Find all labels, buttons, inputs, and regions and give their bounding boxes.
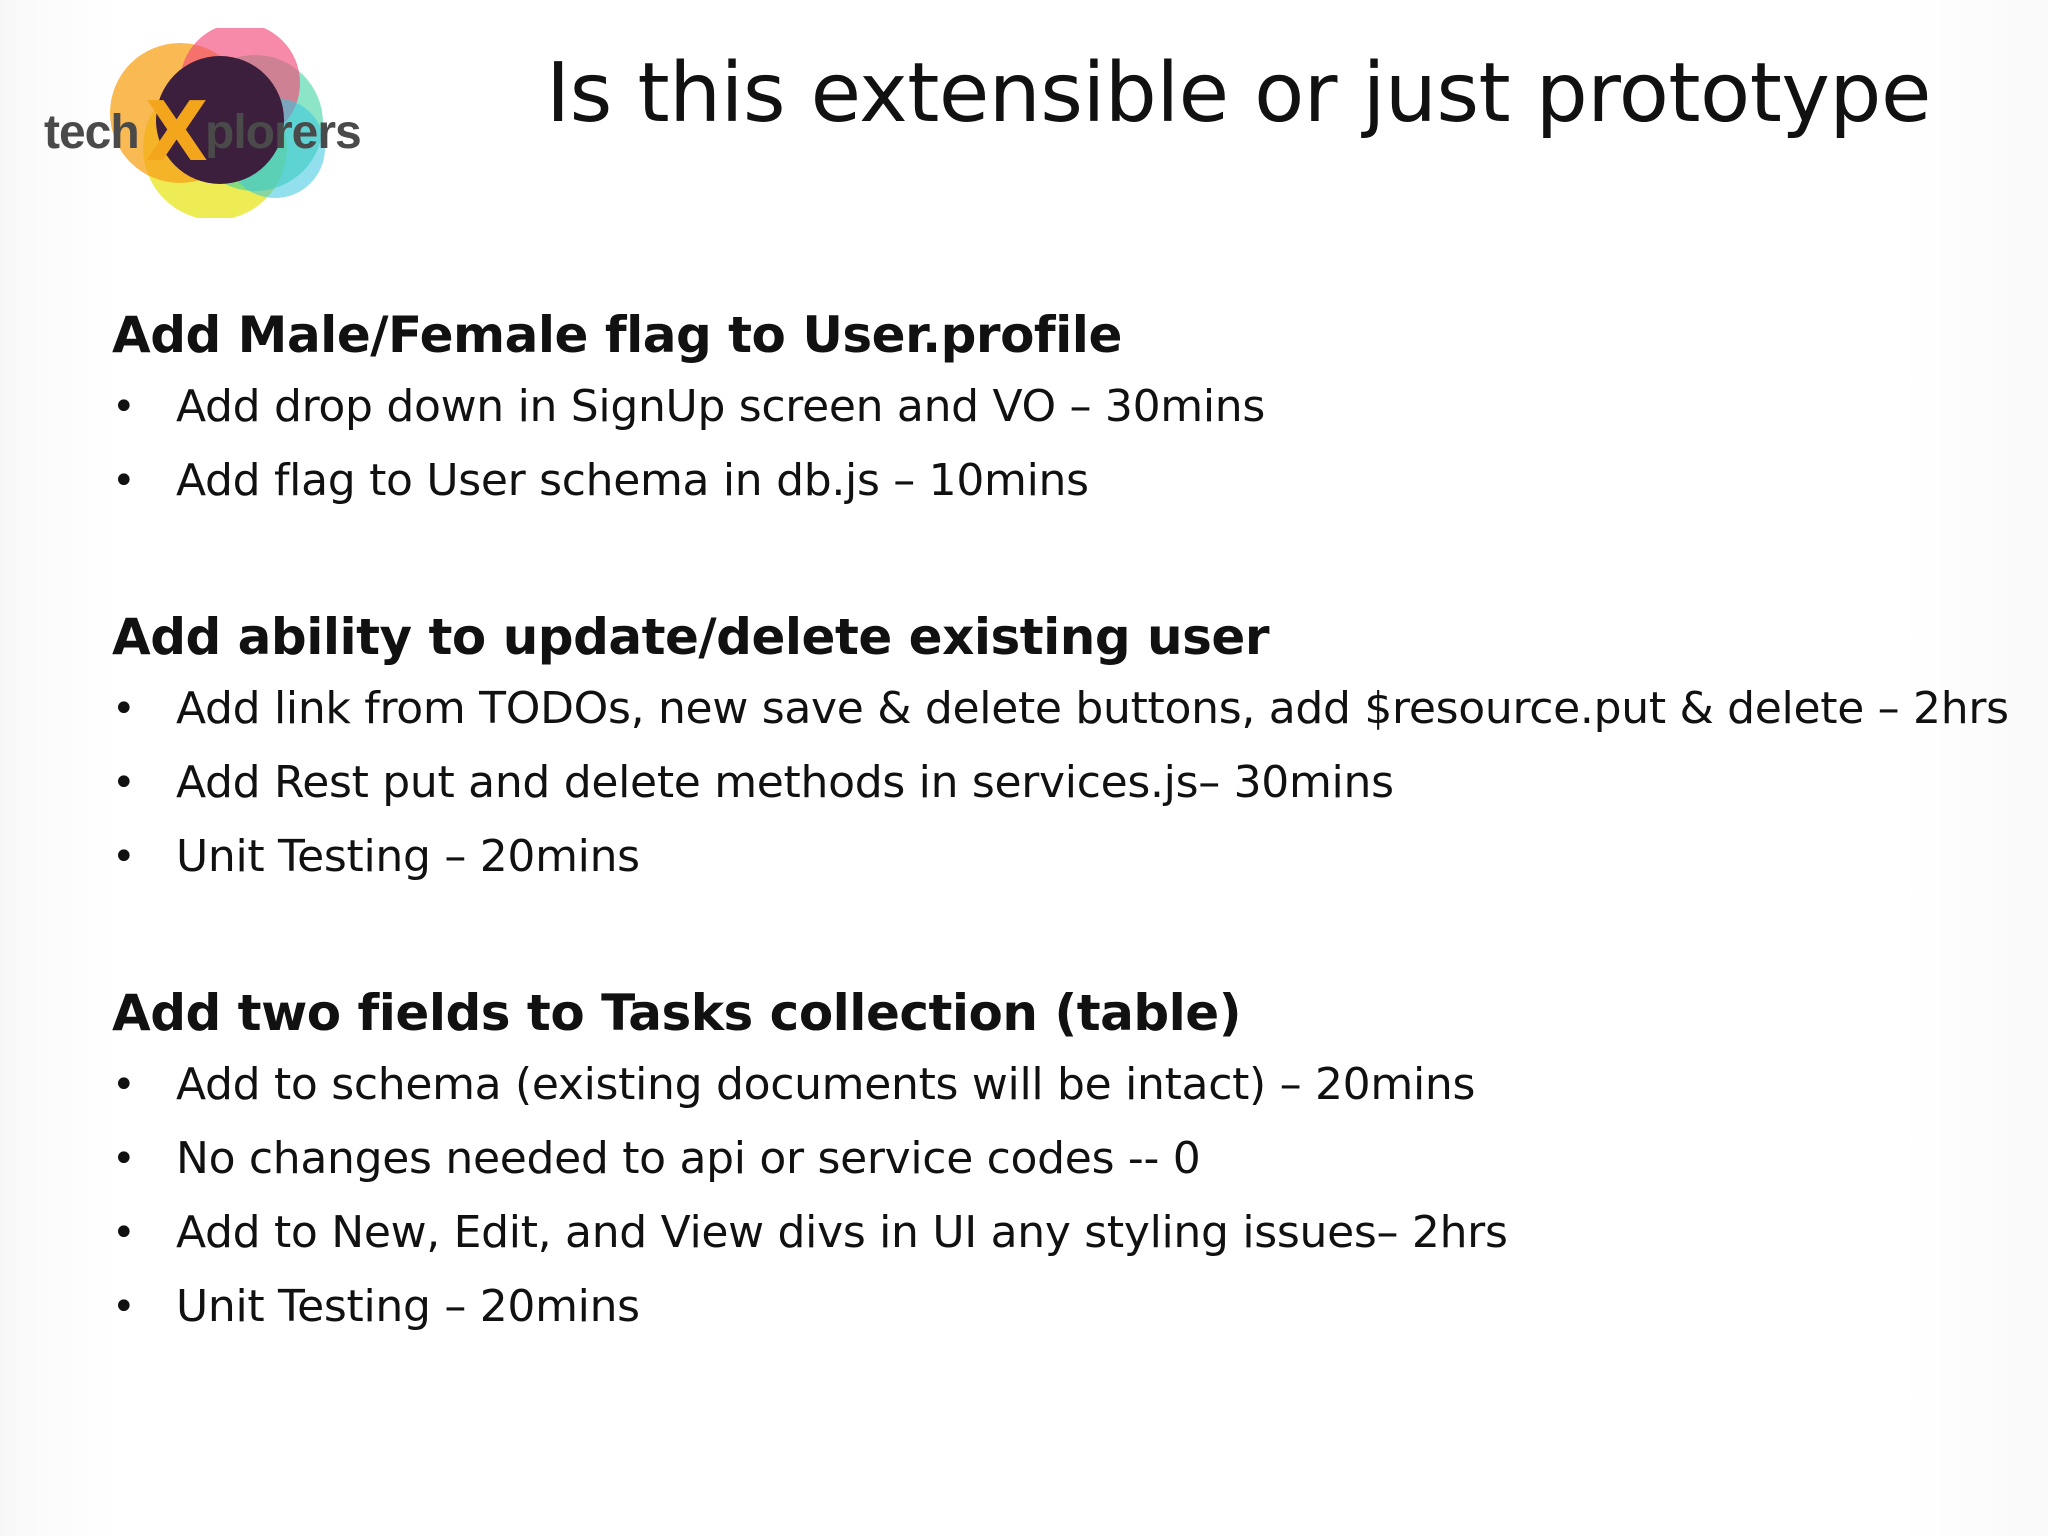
slide-content (112, 300, 2012, 1344)
section-heading: Add Male/Female flag to User.profile (112, 306, 1122, 364)
list-item-text: Add flag to User schema in db.js – 10mins (176, 455, 1089, 506)
list-item-text: Unit Testing – 20mins (176, 831, 640, 882)
bullet-icon: • (112, 1062, 136, 1108)
list-item-text: Unit Testing – 20mins (176, 1281, 640, 1332)
list-item-text: Add to schema (existing documents will be intact) – 20mins (176, 1059, 1476, 1110)
section-update-delete-user (112, 602, 2012, 894)
section-spacer (112, 894, 2012, 978)
bullet-icon: • (112, 1284, 136, 1330)
list-item-text: No changes needed to api or service codes -- 0 (176, 1133, 1201, 1184)
logo-text-plorers: plorers (205, 106, 361, 159)
bullet-icon: • (112, 1136, 136, 1182)
logo-text-tech: tech (44, 106, 139, 159)
bullet-list (112, 1048, 2012, 1344)
bullet-icon: • (112, 760, 136, 806)
list-item (112, 820, 2012, 894)
list-item (112, 746, 2012, 820)
list-item-text: Add to New, Edit, and View divs in UI any styling issues– 2hrs (176, 1207, 1508, 1258)
list-item-text: Add drop down in SignUp screen and VO – 30mins (176, 381, 1265, 432)
bullet-icon: • (112, 1210, 136, 1256)
slide-title: Is this extensible or just prototype (546, 46, 1931, 141)
section-heading: Add two fields to Tasks collection (table) (112, 984, 1242, 1042)
list-item (112, 672, 2012, 746)
list-item (112, 1270, 2012, 1344)
section-male-female-flag (112, 300, 2012, 518)
bullet-icon: • (112, 834, 136, 880)
list-item (112, 370, 2012, 444)
list-item (112, 1196, 2012, 1270)
techxplorers-logo (40, 28, 370, 218)
list-item-text: Add Rest put and delete methods in services.js– 30mins (176, 757, 1394, 808)
bullet-list (112, 672, 2012, 894)
list-item (112, 1122, 2012, 1196)
list-item-text: Add link from TODOs, new save & delete buttons, add $resource.put & delete – 2hrs (176, 683, 2009, 734)
list-item (112, 1048, 2012, 1122)
section-spacer (112, 518, 2012, 602)
list-item (112, 444, 2012, 518)
bullet-icon: • (112, 384, 136, 430)
logo-text-x: X (145, 85, 209, 180)
bullet-icon: • (112, 686, 136, 732)
logo-wordmark (40, 85, 370, 180)
bullet-list (112, 370, 2012, 518)
bullet-icon: • (112, 458, 136, 504)
section-heading: Add ability to update/delete existing user (112, 608, 1269, 666)
section-tasks-fields (112, 978, 2012, 1344)
